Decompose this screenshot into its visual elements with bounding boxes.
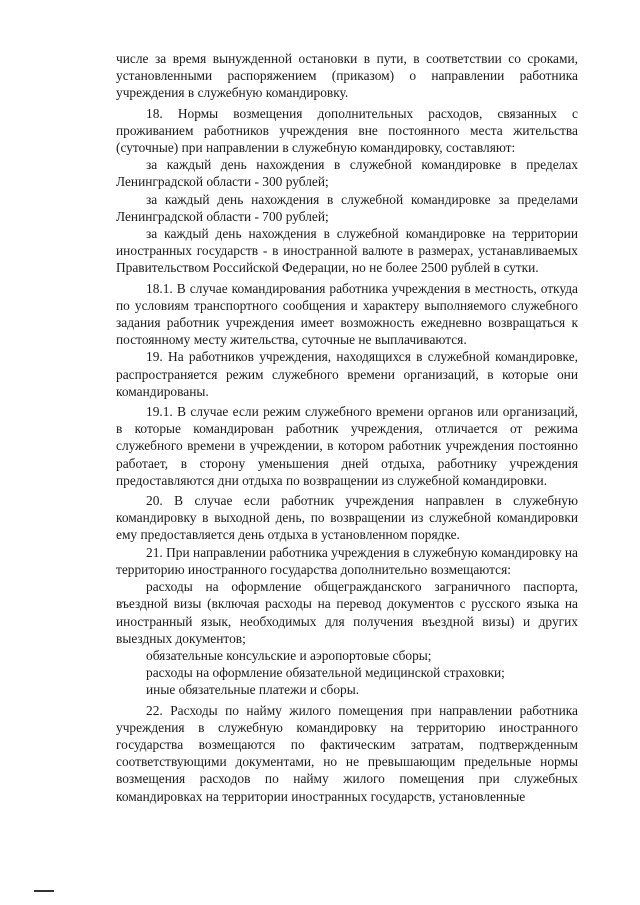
margin-mark [34,890,54,892]
paragraph-22: 22. Расходы по найму жилого помещения при направлении работника учреждения в служебную командировку на территорию иностранного государства возмещаются по фактическим затратам, подтвержденным соответствующими документами, но не превышающим предельные нормы возмещения расходов по найму жилого помещения при служебных командировках на территории иностранных государств, установленные [116,702,578,804]
paragraph-18-item-outside-region: за каждый день нахождения в служебной командировке за пределами Ленинградской области - 700 рублей; [116,191,578,224]
paragraph-18-1: 18.1. В случае командирования работника учреждения в местность, откуда по условиям транспортного сообщения и характеру выполняемого служебного задания работник учреждения имеет возможность ежедневно возвращаться к постоянному месту жительства, суточные не выплачиваются. [116,280,578,348]
document-body [116,50,578,805]
paragraph-20: 20. В случае если работник учреждения направлен в служебную командировку в выходной день, по возвращении из служебной командировки ему предоставляется день отдыха в установленном порядке. [116,493,578,543]
paragraph-19: 19. На работников учреждения, находящихся в служебной командировке, распространяется режим служебного времени организаций, в которые они командированы. [116,349,578,399]
paragraph-21-item-insurance: расходы на оформление обязательной медицинской страховки; [146,665,505,681]
paragraph-21-item-passport: расходы на оформление общегражданского заграничного паспорта, въездной визы (включая расходы на перевод документов с русского языка на иностранный язык, необходимых для получения въездной визы) и других выездных документов; [116,579,578,646]
paragraph-18: 18. Нормы возмещения дополнительных расходов, связанных с проживанием работников учреждения вне постоянного места жительства (суточные) при направлении в служебную командировку, составляют: [116,105,578,156]
paragraph-19-1: 19.1. В случае если режим служебного времени органов или организаций, в которые командирован работник учреждения, отличается от режима служебного времени в учреждении, в котором работник учреждения постоянно работает, в сторону уменьшения дней отдыха, работнику учреждения предоставляются дни отдыха по возвращении из служебной командировки. [116,404,578,488]
paragraph-21: 21. При направлении работника учреждения в служебную командировку на территорию иностранного государства дополнительно возмещаются: [116,544,578,577]
paragraph-18-item-foreign: за каждый день нахождения в служебной командировке на территории иностранных государств - в иностранной валюте в размерах, устанавливаемых Правительством Российской Федерации, но не более 2500 рублей в сутки. [116,226,578,276]
paragraph-continuation: числе за время вынужденной остановки в пути, в соответствии со сроками, установленными распоряжением (приказом) о направлении работника учреждения в служебную командировку. [116,51,578,101]
paragraph-21-item-consular: обязательные консульские и аэропортовые сборы; [146,647,432,663]
paragraph-21-item-other: иные обязательные платежи и сборы. [146,682,360,698]
paragraph-18-item-region: за каждый день нахождения в служебной командировке в пределах Ленинградской области - 300 рублей; [116,157,578,190]
